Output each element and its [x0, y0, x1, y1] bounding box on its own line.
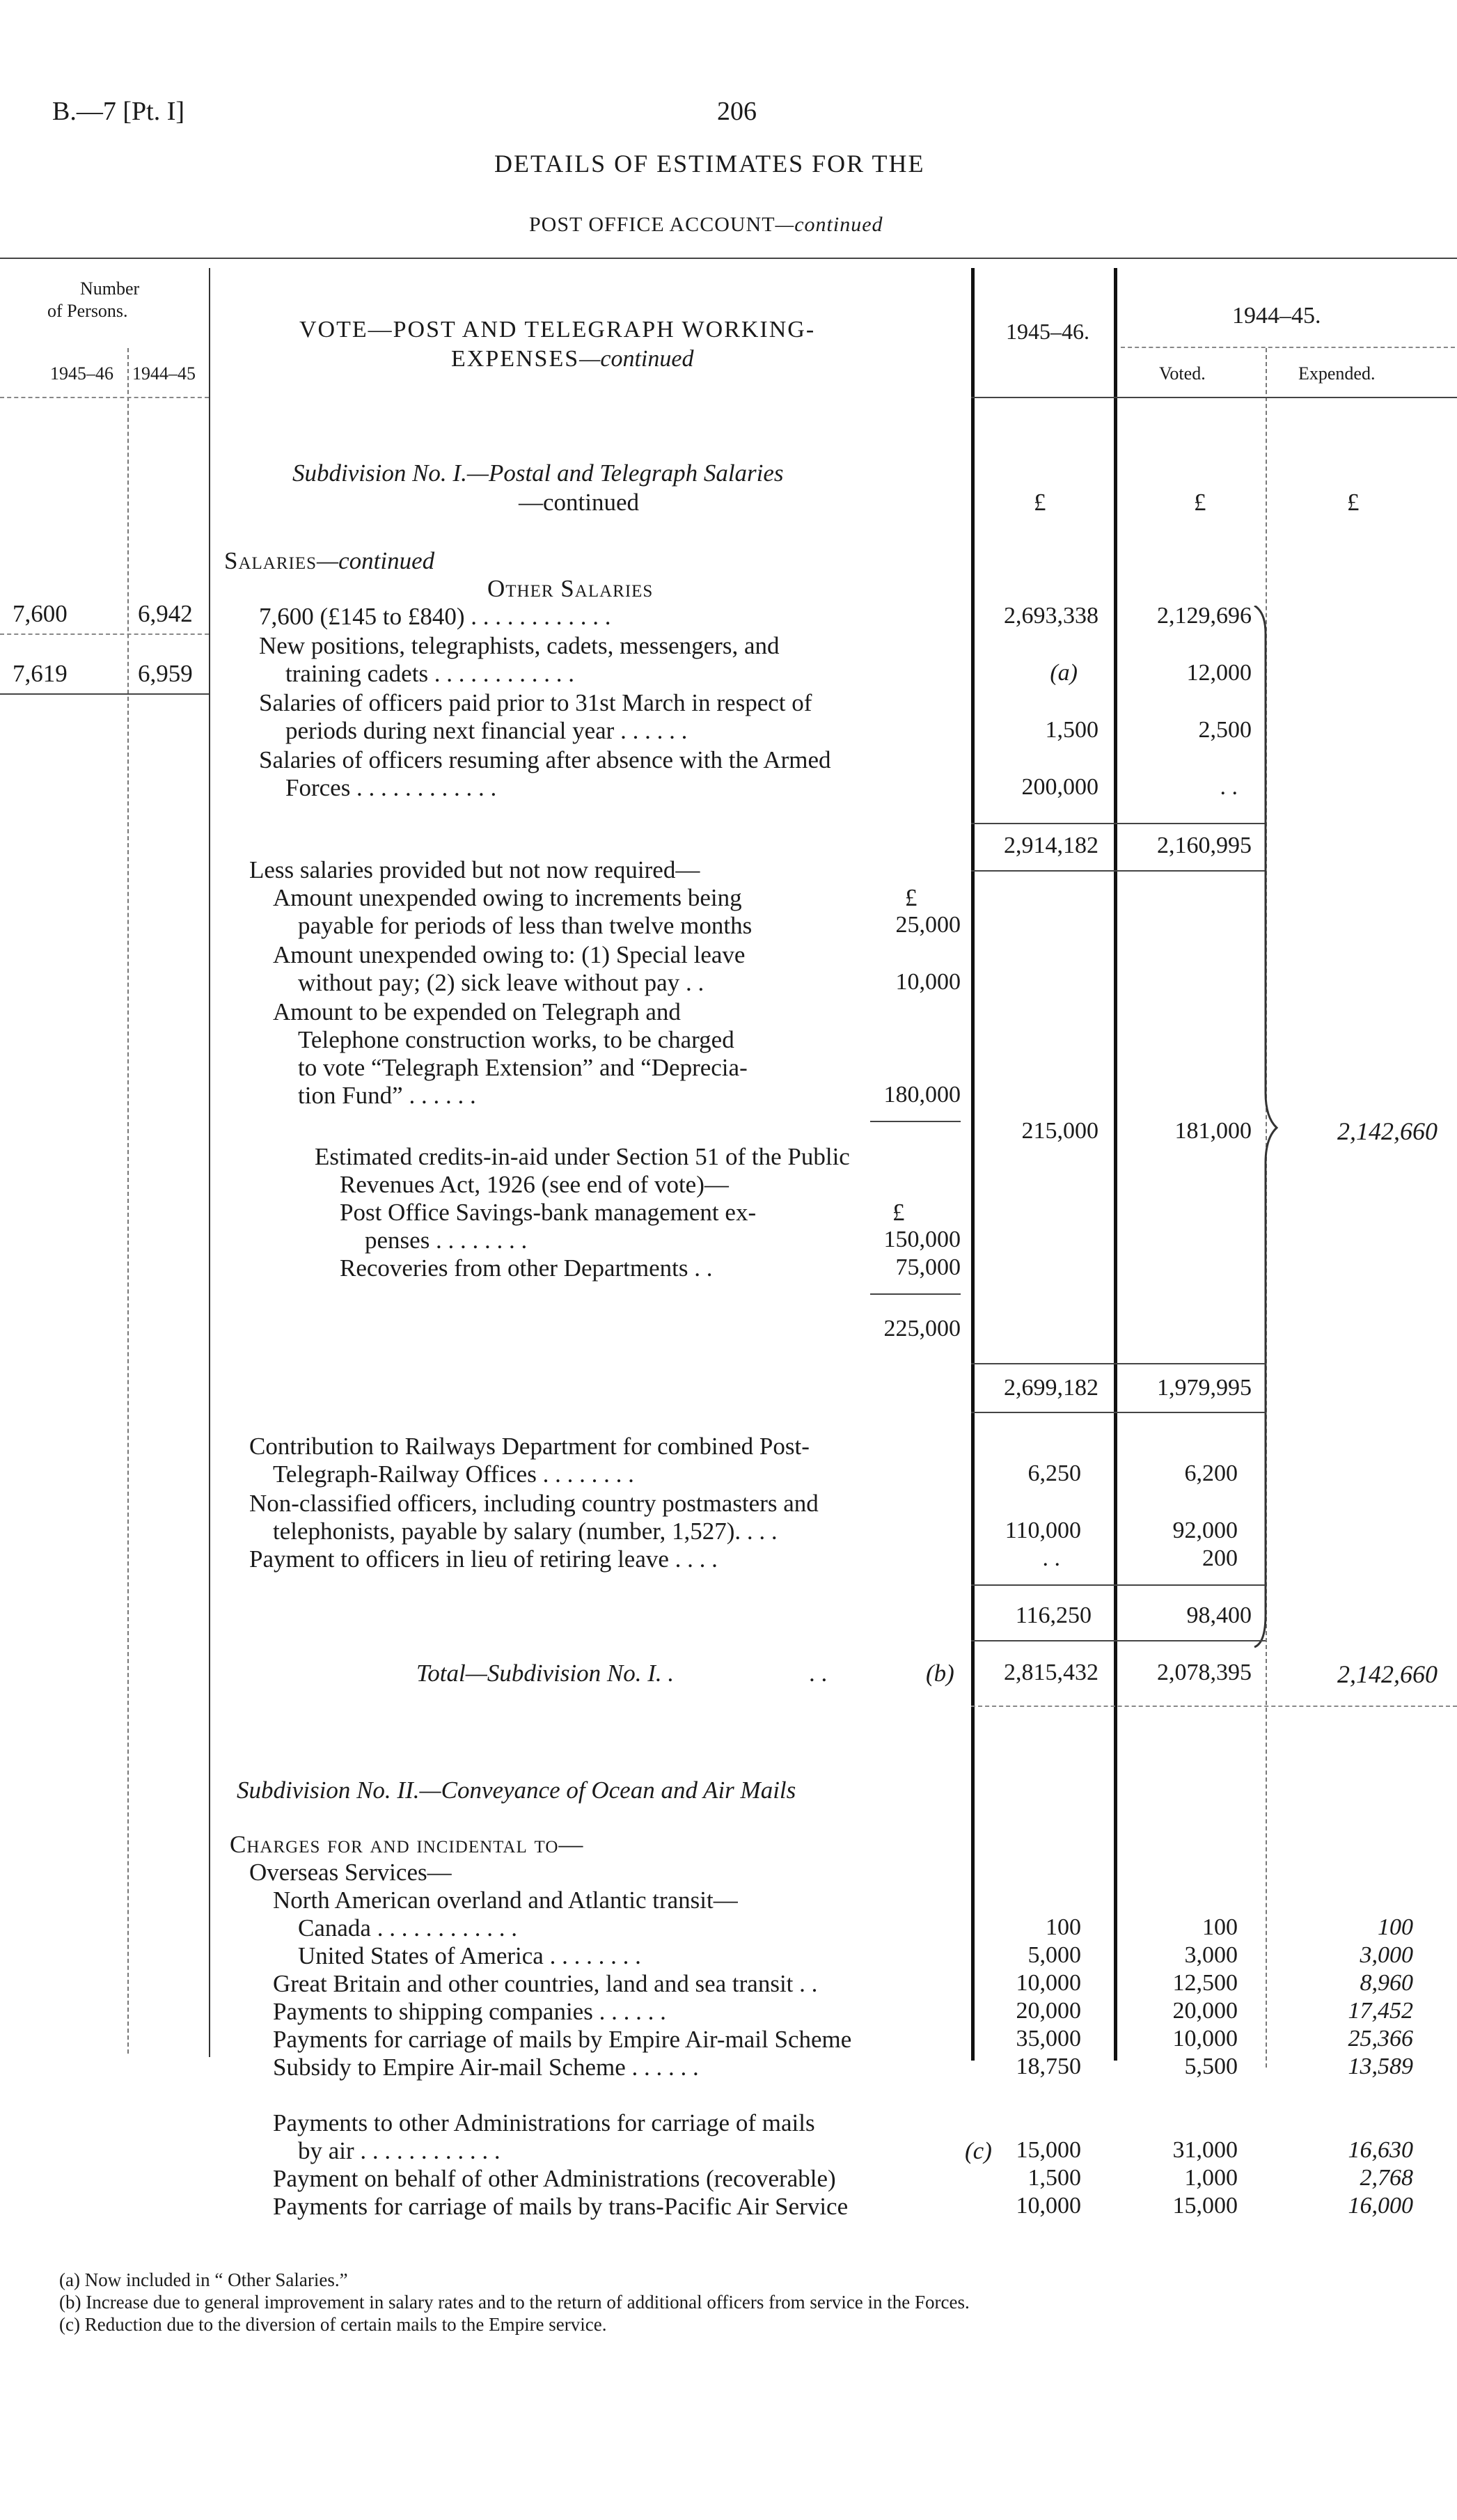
- less-telegraph-label1: Amount to be expended on Telegraph and: [273, 998, 681, 1025]
- pound-sign-expended: £: [1347, 489, 1360, 516]
- sub2-row-label: Payments for carriage of mails by Empire Air-mail Scheme: [273, 2026, 852, 2053]
- page-reference: B.—7 [Pt. I]: [52, 97, 184, 126]
- salaries-label: Salaries: [224, 547, 317, 574]
- pacific-expended: 16,000: [1348, 2193, 1413, 2219]
- sub2-row-1945: 10,000: [1016, 1970, 1081, 1996]
- row-new-positions-label1: New positions, telegraphists, cadets, messengers, and: [259, 632, 780, 659]
- sub2-heading: Subdivision No. II.—Conveyance of Ocean and Air Mails: [237, 1777, 796, 1804]
- salaries-continued: —continued: [317, 547, 435, 574]
- misc-subtotal-1945: 116,250: [1015, 1602, 1092, 1628]
- row-salaries-7600-1945: 2,693,338: [1004, 603, 1098, 629]
- credits-pound-sign: £: [892, 1199, 905, 1226]
- less-telegraph-label4: tion Fund” . . . . . .: [298, 1082, 476, 1109]
- less-increments-label2: payable for periods of less than twelve months: [298, 912, 753, 939]
- credit-savings-label1: Post Office Savings-bank management ex-: [340, 1199, 757, 1226]
- sub2-row-voted: 100: [1202, 1914, 1238, 1940]
- less-total-1945: 215,000: [1021, 1118, 1098, 1144]
- page-number: 206: [717, 97, 757, 126]
- row-salaries-7600-label: 7,600 (£145 to £840) . . . . . . . . . . . .: [259, 603, 611, 630]
- persons-row1-1945: 7,600: [13, 600, 68, 627]
- subtitle-continued: —continued: [775, 213, 883, 236]
- contribution-label2: Telegraph-Railway Offices . . . . . . . .: [273, 1460, 634, 1488]
- non-classified-1945: 110,000: [1005, 1518, 1081, 1543]
- total-subdivision-1-label: Total—Subdivision No. I. .: [416, 1660, 675, 1687]
- sub2-row-1945: 35,000: [1016, 2026, 1081, 2052]
- brace-mark: [1252, 606, 1279, 1650]
- sub2-charges-heading: Charges for and incidental to—: [230, 1831, 584, 1858]
- behalf-1945: 1,500: [1027, 2165, 1081, 2191]
- page-subtitle: [529, 213, 883, 237]
- salaries-sum-voted: 2,160,995: [1157, 833, 1252, 858]
- pound-sign-1945: £: [1034, 489, 1046, 516]
- credit-savings-amount: 150,000: [883, 1227, 961, 1252]
- sub2-row-1945: 20,000: [1016, 1998, 1081, 2024]
- credits-heading-line2: Revenues Act, 1926 (see end of vote)—: [340, 1171, 729, 1198]
- row-prior-salaries-label1: Salaries of officers paid prior to 31st March in respect of: [259, 689, 812, 716]
- vote-heading-line1: VOTE—POST AND TELEGRAPH WORKING-: [299, 317, 816, 342]
- row-prior-salaries-label2: periods during next financial year . . . . . .: [285, 717, 688, 744]
- less-leave-label2: without pay; (2) sick leave without pay . .: [298, 969, 704, 996]
- sub2-row-expended: 8,960: [1360, 1970, 1413, 1996]
- row-new-positions-voted: 12,000: [1186, 660, 1252, 686]
- sub2-row-label: Great Britain and other countries, land and sea transit . .: [273, 1970, 818, 1997]
- row-prior-salaries-1945: 1,500: [1045, 717, 1098, 743]
- persons-heading-line2: of Persons.: [47, 301, 128, 321]
- credits-heading-line1: Estimated credits-in-aid under Section 51 of the Public: [315, 1143, 850, 1170]
- sub2-row-1945: 5,000: [1027, 1942, 1081, 1968]
- less-leave-amount: 10,000: [895, 969, 961, 995]
- other-admin-label2: by air . . . . . . . . . . . .: [298, 2137, 501, 2164]
- row-armed-forces-label1: Salaries of officers resuming after absence with the Armed: [259, 746, 831, 773]
- other-admin-expended: 16,630: [1348, 2137, 1413, 2163]
- total-subdivision-1-1945: 2,815,432: [1004, 1660, 1098, 1685]
- combined-expended-amount: 2,142,660: [1337, 1117, 1438, 1145]
- row-salaries-7600-voted: 2,129,696: [1157, 603, 1252, 629]
- less-telegraph-label2: Telephone construction works, to be charged: [298, 1026, 734, 1053]
- persons-year-1944: 1944–45: [132, 363, 196, 384]
- behalf-voted: 1,000: [1184, 2165, 1238, 2191]
- row-new-positions-label2: training cadets . . . . . . . . . . . .: [285, 660, 575, 687]
- sub2-row-voted: 20,000: [1172, 1998, 1238, 2024]
- other-admin-voted: 31,000: [1172, 2137, 1238, 2163]
- credit-recoveries-amount: 75,000: [895, 1254, 961, 1280]
- credits-total: 225,000: [883, 1316, 961, 1341]
- pacific-voted: 15,000: [1172, 2193, 1238, 2219]
- less-increments-label1: Amount unexpended owing to increments being: [273, 884, 742, 911]
- row-prior-salaries-voted: 2,500: [1198, 717, 1252, 743]
- col-1945-46: 1945–46.: [1006, 319, 1089, 344]
- less-heading: Less salaries provided but not now required—: [249, 856, 700, 883]
- sub2-row-label: Canada . . . . . . . . . . . .: [298, 1914, 517, 1942]
- sub2-row-label: Payments to shipping companies . . . . . .: [273, 1998, 666, 2025]
- subtitle-main: POST OFFICE ACCOUNT: [529, 213, 775, 236]
- retiring-leave-label: Payment to officers in lieu of retiring leave . . . .: [249, 1545, 718, 1573]
- sub1-heading-line1: Subdivision No. I.—Postal and Telegraph Salaries: [292, 459, 784, 487]
- pacific-label: Payments for carriage of mails by trans-Pacific Air Service: [273, 2193, 849, 2220]
- sub2-row-voted: 3,000: [1184, 1942, 1238, 1968]
- less-increments-amount: 25,000: [895, 912, 961, 938]
- persons-year-1945: 1945–46: [50, 363, 113, 384]
- pacific-1945: 10,000: [1016, 2193, 1081, 2219]
- sub2-overseas-heading: Overseas Services—: [249, 1859, 452, 1886]
- less-pound-sign: £: [905, 884, 917, 911]
- col-1944-45: 1944–45.: [1232, 303, 1321, 329]
- credit-recoveries-label: Recoveries from other Departments . .: [340, 1254, 713, 1282]
- footnote-b: (b) Increase due to general improvement in salary rates and to the return of additional officers from service in the Forces.: [59, 2292, 970, 2313]
- non-classified-voted: 92,000: [1172, 1518, 1238, 1543]
- salaries-sum-1945: 2,914,182: [1004, 833, 1098, 858]
- row-armed-forces-1945: 200,000: [1021, 774, 1098, 800]
- sub2-row-expended: 25,366: [1348, 2026, 1413, 2052]
- contribution-1945: 6,250: [1027, 1460, 1081, 1486]
- row-armed-forces-label2: Forces . . . . . . . . . . . .: [285, 774, 497, 801]
- sub2-row-label: United States of America . . . . . . . .: [298, 1942, 641, 1969]
- col-expended: Expended.: [1298, 363, 1376, 384]
- contribution-label1: Contribution to Railways Department for combined Post-: [249, 1433, 810, 1460]
- less-total-voted: 181,000: [1174, 1118, 1252, 1144]
- persons-row2-1944: 6,959: [138, 660, 193, 687]
- sub2-row-expended: 100: [1378, 1914, 1413, 1940]
- salaries-heading: [224, 547, 434, 575]
- sub2-row-label: Subsidy to Empire Air-mail Scheme . . . . . .: [273, 2054, 699, 2081]
- other-admin-note: (c): [965, 2137, 992, 2164]
- persons-heading-line1: Number: [80, 278, 140, 299]
- sub1-heading-line2: —continued: [519, 489, 640, 516]
- sub2-row-expended: 13,589: [1348, 2054, 1413, 2079]
- sub2-row-voted: 12,500: [1172, 1970, 1238, 1996]
- other-salaries-heading: Other Salaries: [487, 575, 654, 602]
- non-classified-label2: telephonists, payable by salary (number, 1,527). . . .: [273, 1518, 778, 1545]
- sub2-north-american-heading: North American overland and Atlantic transit—: [273, 1887, 738, 1914]
- vote-heading-main: EXPENSES: [451, 346, 580, 372]
- vote-heading-line2: [451, 346, 693, 372]
- total-subdivision-1-voted: 2,078,395: [1157, 1660, 1252, 1685]
- sub2-row-expended: 3,000: [1360, 1942, 1413, 1968]
- less-leave-label1: Amount unexpended owing to: (1) Special leave: [273, 941, 746, 968]
- contribution-voted: 6,200: [1184, 1460, 1238, 1486]
- less-telegraph-label3: to vote “Telegraph Extension” and “Deprecia-: [298, 1054, 748, 1081]
- other-admin-1945: 15,000: [1016, 2137, 1081, 2163]
- credit-savings-label2: penses . . . . . . . .: [365, 1227, 528, 1254]
- net-salaries-voted: 1,979,995: [1157, 1375, 1252, 1401]
- sub2-row-1945: 18,750: [1016, 2054, 1081, 2079]
- retiring-leave-1945: . .: [1042, 1545, 1060, 1571]
- footnote-a: (a) Now included in “ Other Salaries.”: [59, 2269, 348, 2290]
- persons-row2-1945: 7,619: [13, 660, 68, 687]
- pound-sign-voted: £: [1194, 489, 1206, 516]
- net-salaries-1945: 2,699,182: [1004, 1375, 1098, 1401]
- row-new-positions-1945: (a): [1050, 660, 1078, 686]
- less-telegraph-amount: 180,000: [883, 1082, 961, 1108]
- total-subdivision-1-expended: 2,142,660: [1337, 1660, 1438, 1688]
- behalf-expended: 2,768: [1360, 2165, 1413, 2191]
- sub2-row-1945: 100: [1046, 1914, 1081, 1940]
- sub2-row-voted: 10,000: [1172, 2026, 1238, 2052]
- behalf-label: Payment on behalf of other Administrations (recoverable): [273, 2165, 836, 2192]
- misc-subtotal-voted: 98,400: [1186, 1602, 1252, 1628]
- col-voted: Voted.: [1159, 363, 1206, 384]
- total-subdivision-1-dots: . .: [809, 1660, 828, 1687]
- sub2-row-expended: 17,452: [1348, 1998, 1413, 2024]
- row-armed-forces-voted: . .: [1220, 774, 1238, 800]
- page-title: DETAILS OF ESTIMATES FOR THE: [494, 150, 925, 178]
- footnote-c: (c) Reduction due to the diversion of certain mails to the Empire service.: [59, 2314, 607, 2335]
- retiring-leave-voted: 200: [1202, 1545, 1238, 1571]
- other-admin-label1: Payments to other Administrations for carriage of mails: [273, 2109, 815, 2136]
- vote-heading-continued: —continued: [579, 346, 694, 372]
- sub2-row-voted: 5,500: [1184, 2054, 1238, 2079]
- total-subdivision-1-note: (b): [926, 1660, 954, 1687]
- persons-row1-1944: 6,942: [138, 600, 193, 627]
- non-classified-label1: Non-classified officers, including country postmasters and: [249, 1490, 819, 1517]
